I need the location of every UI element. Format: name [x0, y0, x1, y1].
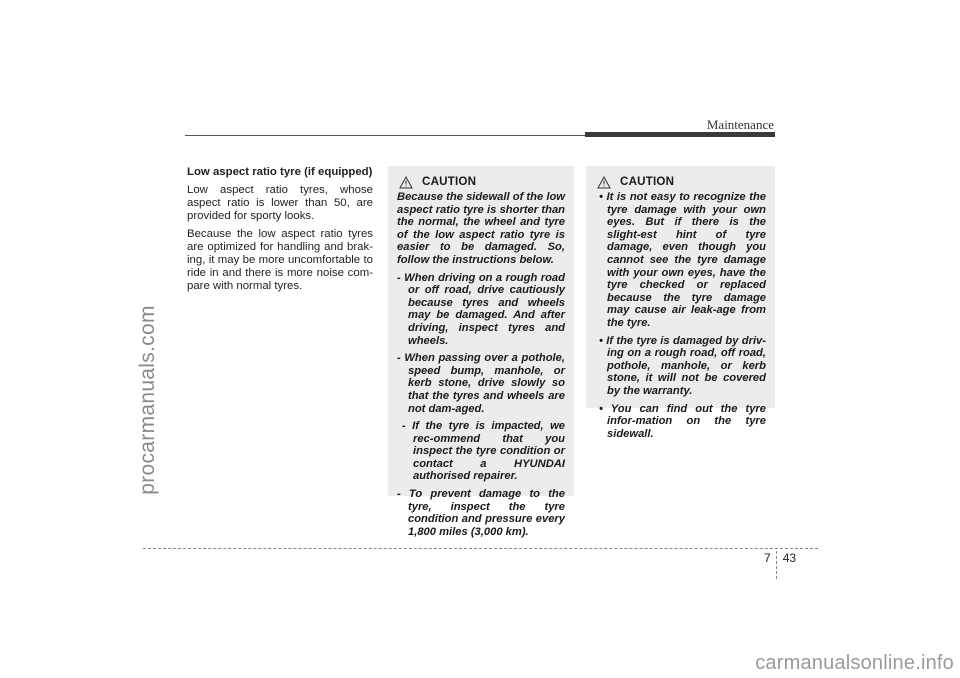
left-paragraph-2: Because the low aspect ratio tyres are optimized for handling and brak-ing, it may be more uncomfortable to ride in and there is more noise com-pare with normal tyres.	[187, 228, 373, 292]
left-paragraph-1: Low aspect ratio tyres, whose aspect ratio is lower than 50, are provided for sporty looks.	[187, 184, 373, 222]
caution-title: CAUTION	[620, 175, 675, 189]
page-number-value: 43	[782, 551, 797, 565]
caution-box-1	[388, 166, 574, 538]
caution-intro: Because the sidewall of the low aspect ratio tyre is shorter than the normal, the wheel and tyre of the low aspect ratio tyre is easier to be damaged. So, follow the instructions below.	[397, 191, 565, 266]
caution-title: CAUTION	[422, 175, 477, 189]
warning-triangle-icon	[597, 176, 611, 189]
page-number-separator	[776, 551, 778, 579]
caution-box-2	[586, 166, 775, 440]
caution-header	[397, 176, 565, 189]
caution-item: • You can find out the tyre infor-mation on the tyre sidewall.	[599, 402, 766, 440]
caution-item: - If the tyre is impacted, we rec-ommend that you inspect the tyre condition or contact a HYUNDAI authorised repairer.	[402, 420, 565, 483]
left-column	[187, 166, 373, 298]
chapter-number: 7	[764, 551, 771, 565]
footer-rule	[143, 548, 818, 549]
caution-item: • If the tyre is damaged by driv-ing on a rough road, off road, pothole, manhole, or kerb stone, it will not be covered by the warranty.	[599, 334, 766, 397]
caution-item: - To prevent damage to the tyre, inspect the tyre condition and pressure every 1,800 miles (3,000 km).	[397, 488, 565, 538]
header-rule-accent	[585, 132, 775, 137]
caution-item: - When driving on a rough road or off road, drive cautiously because tyres and wheels may be damaged. And after driving, inspect tyres and wheels.	[397, 271, 565, 347]
caution-item: • It is not easy to recognize the tyre damage with your own eyes. But if there is the slight-est hint of tyre damage, even though you cannot see the tyre damage with your own eyes, have the tyre checked or replaced because the tyre damage may cause air leak-age from the tyre.	[599, 191, 766, 329]
section-title: Maintenance	[706, 117, 774, 132]
side-watermark: procarmanuals.com	[136, 305, 159, 495]
left-heading: Low aspect ratio tyre (if equipped)	[187, 166, 373, 178]
bottom-watermark: carmanualsonline.info	[755, 652, 954, 674]
caution-header	[595, 176, 766, 189]
page-number	[764, 551, 796, 579]
caution-item: - When passing over a pothole, speed bump, manhole, or kerb stone, drive slowly so that the tyres and wheels are not dam-aged.	[397, 352, 565, 415]
warning-triangle-icon	[399, 176, 413, 189]
